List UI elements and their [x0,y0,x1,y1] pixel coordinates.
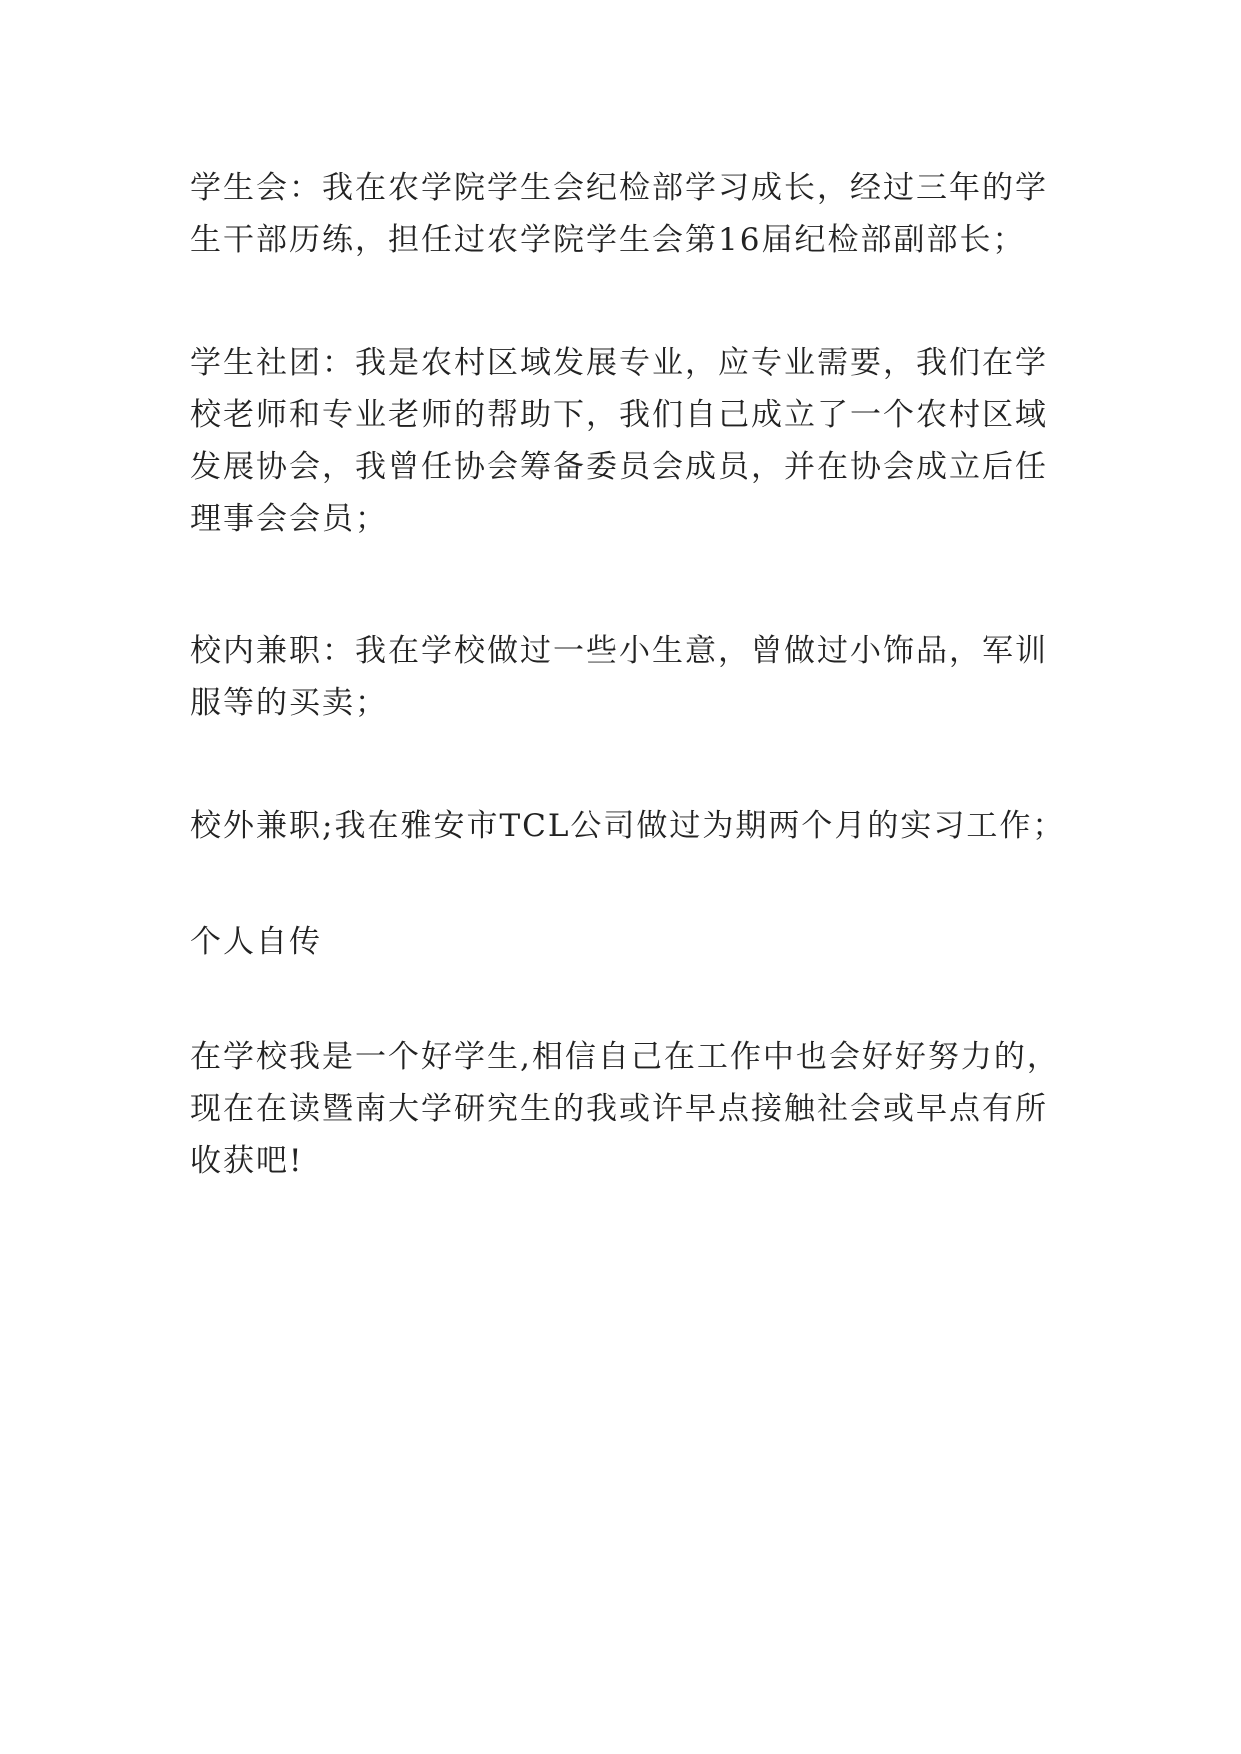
section-heading-autobiography: 个人自传 [190,924,322,960]
paragraph-on-campus-job: 校内兼职：我在学校做过一些小生意，曾做过小饰品，军训服等的买卖； [190,633,1048,721]
paragraph-student-union: 学生会：我在农学院学生会纪检部学习成长，经过三年的学生干部历练，担任过农学院学生会第16届纪检部副部长； [190,170,1048,258]
paragraph-autobiography: 在学校我是一个好学生,相信自己在工作中也会好好努力的，现在在读暨南大学研究生的我或许早点接触社会或早点有所收获吧! [190,1039,1060,1179]
paragraph-student-club: 学生社团：我是农村区域发展专业，应专业需要，我们在学校老师和专业老师的帮助下，我们自己成立了一个农村区域发展协会，我曾任协会筹备委员会成员，并在协会成立后任理事会会员； [190,345,1048,537]
paragraph-off-campus-job: 校外兼职;我在雅安市TCL公司做过为期两个月的实习工作； [190,808,1066,844]
